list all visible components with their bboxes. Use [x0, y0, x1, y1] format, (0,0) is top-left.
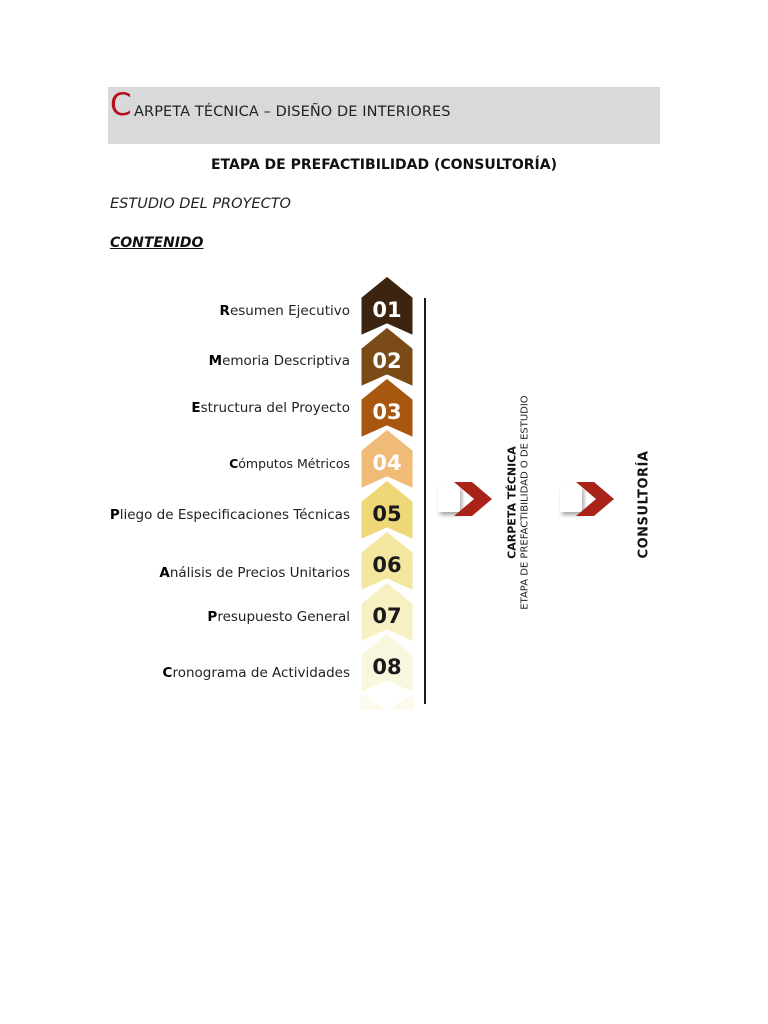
content-item — [163, 665, 350, 681]
content-item — [229, 456, 350, 471]
chevron-number: 04 — [372, 451, 402, 475]
chevron-stack — [350, 265, 430, 710]
item-label: liego de Especificaciones Técnicas — [119, 507, 350, 523]
content-item — [209, 353, 350, 369]
arrow-right-icon — [436, 480, 500, 518]
chevron-number: 03 — [372, 400, 402, 424]
item-label: emoria Descriptiva — [222, 353, 350, 369]
item-initial: C — [229, 456, 239, 471]
chevron-number: 02 — [372, 349, 402, 373]
chevron-number: 06 — [372, 553, 402, 577]
content-item — [159, 565, 350, 581]
carpeta-title: CARPETA TÉCNICA — [505, 446, 519, 559]
chevron-tail — [360, 694, 414, 710]
item-label: nálisis de Precios Unitarios — [169, 565, 350, 581]
content-item — [207, 609, 350, 625]
consultoria-label: CONSULTORÍA — [636, 450, 652, 559]
item-initial: P — [207, 609, 218, 625]
item-initial: P — [109, 507, 120, 523]
study-title: ESTUDIO DEL PROYECTO — [110, 196, 291, 212]
chevron-number: 01 — [372, 298, 402, 322]
chevron-number: 07 — [372, 604, 402, 628]
item-label: esumen Ejecutivo — [229, 303, 350, 319]
carpeta-subtitle: ETAPA DE PREFACTIBILIDAD O DE ESTUDIO — [519, 395, 531, 610]
item-label: ómputos Métricos — [238, 456, 350, 471]
arrow-right-icon — [558, 480, 622, 518]
item-label: resupuesto General — [217, 609, 350, 625]
item-label: ronograma de Actividades — [172, 665, 350, 681]
item-initial: C — [162, 665, 173, 681]
item-label: structura del Proyecto — [200, 400, 350, 416]
content-item — [220, 303, 350, 319]
title-initial: C — [110, 87, 132, 123]
divider-line — [424, 298, 426, 704]
item-initial: E — [191, 400, 201, 416]
stage-title: ETAPA DE PREFACTIBILIDAD (CONSULTORÍA) — [210, 157, 557, 173]
chevron-number: 05 — [372, 502, 402, 526]
item-initial: R — [219, 303, 230, 319]
title-text: ARPETA TÉCNICA – DISEÑO DE INTERIORES — [134, 104, 451, 120]
chevron-number: 08 — [372, 655, 402, 679]
content-item — [191, 400, 350, 416]
item-initial: M — [208, 353, 223, 369]
content-item — [110, 507, 350, 523]
item-initial: A — [159, 565, 170, 581]
contents-title: CONTENIDO — [110, 235, 204, 251]
